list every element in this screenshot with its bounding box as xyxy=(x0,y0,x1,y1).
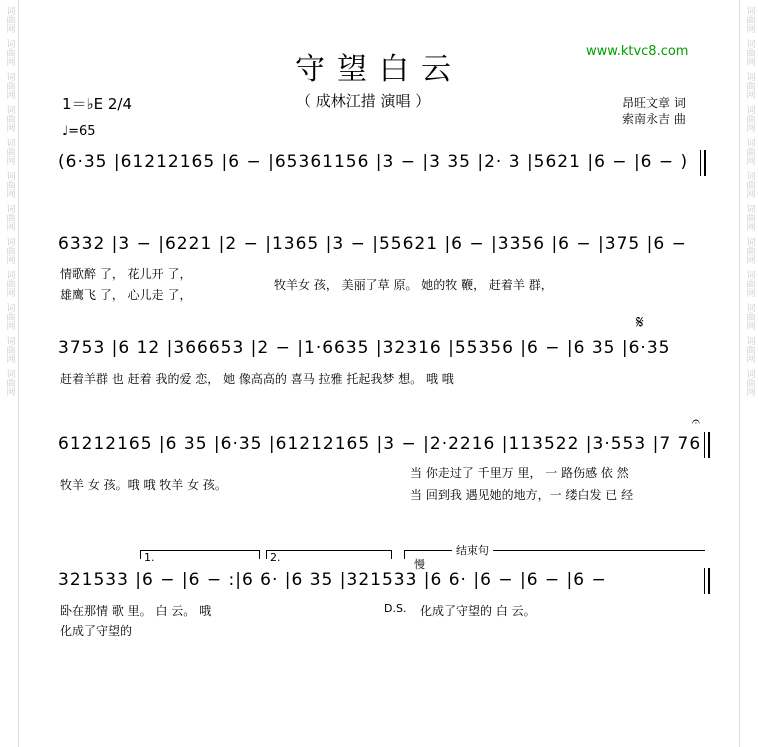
notation-line: 3753 |6 12 |366653 |2 − |1·6635 |32316 |55356 |6 − |6 35 |6·35 xyxy=(58,338,671,358)
key-signature: 1＝♭E 2/4 xyxy=(62,95,133,113)
score-row-2 xyxy=(58,234,704,254)
score-row-4 xyxy=(58,434,704,454)
watermark-text: 词曲网 xyxy=(744,336,755,363)
fermata-sign: 𝄐 xyxy=(692,414,700,430)
volta-bracket-2 xyxy=(266,550,392,559)
lyric-line: 牧羊女 孩， 美丽了草 原。 她的牧 鞭， 赶着羊 群， xyxy=(274,278,553,292)
watermark-text: 词曲网 xyxy=(744,369,755,396)
volta-bracket-1 xyxy=(140,550,260,559)
composer-credit: 索南永吉 曲 xyxy=(622,112,686,126)
dal-segno-mark: D.S. xyxy=(384,602,407,615)
lyric-line: 赶着羊群 也 赶着 我的爱 恋， 她 像高高的 喜马 拉雅 托起我梦 想。 哦 哦 xyxy=(60,372,454,386)
watermark-text: 词曲网 xyxy=(4,303,15,330)
score-row-1 xyxy=(58,152,704,172)
tempo-mark: ♩=65 xyxy=(62,124,96,139)
end-barline xyxy=(700,150,706,176)
watermark-text: 词曲网 xyxy=(4,72,15,99)
watermark-text: 词曲网 xyxy=(744,6,755,33)
score-row-5 xyxy=(58,570,704,590)
lyric-line: 雄鹰飞 了， 心儿走 了， xyxy=(60,288,192,302)
watermark-text: 词曲网 xyxy=(744,303,755,330)
left-watermark-strip xyxy=(0,0,19,747)
double-barline xyxy=(704,432,710,458)
watermark-text: 词曲网 xyxy=(744,39,755,66)
final-barline xyxy=(704,568,710,594)
lyric-line: 当 你走过了 千里万 里， 一 路伤感 依 然 xyxy=(410,466,629,480)
watermark-text: 词曲网 xyxy=(4,336,15,363)
watermark-text: 词曲网 xyxy=(4,237,15,264)
watermark-text: 词曲网 xyxy=(4,204,15,231)
watermark-text: 词曲网 xyxy=(744,138,755,165)
watermark-text: 词曲网 xyxy=(744,237,755,264)
lyric-line: 化成了守望的 白 云。 xyxy=(420,604,536,618)
lyric-line: 化成了守望的 xyxy=(60,624,133,638)
notation-line: (6·35 |61212165 |6 − |65361156 |3 − |3 35 |2· 3 |5621 |6 − |6 − ) xyxy=(58,152,689,172)
volta-label-2: 2. xyxy=(270,551,281,564)
watermark-text: 词曲网 xyxy=(744,270,755,297)
watermark-text: 词曲网 xyxy=(744,171,755,198)
notation-line: 321533 |6 − |6 − :|6 6· |6 35 |321533 |6 6· |6 − |6 − |6 − xyxy=(58,570,607,590)
watermark-text: 词曲网 xyxy=(744,105,755,132)
singer-credit: （ 成林江措 演唱 ） xyxy=(296,92,431,110)
ending-bracket xyxy=(404,550,705,559)
right-watermark-strip xyxy=(739,0,758,747)
volta-label-1: 1. xyxy=(144,551,155,564)
song-title: 守望白云 xyxy=(295,52,463,87)
notation-line: 6332 |3 − |6221 |2 − |1365 |3 − |55621 |6 − |3356 |6 − |375 |6 − xyxy=(58,234,687,254)
watermark-text: 词曲网 xyxy=(4,171,15,198)
lyricist-credit: 昂旺文章 词 xyxy=(622,96,686,110)
ending-label: 结束句 xyxy=(452,542,493,558)
watermark-text: 词曲网 xyxy=(4,105,15,132)
lyric-line: 情歌醉 了， 花儿开 了， xyxy=(60,267,192,281)
watermark-text: 词曲网 xyxy=(4,138,15,165)
notation-line: 61212165 |6 35 |6·35 |61212165 |3 − |2·2216 |113522 |3·553 |7 76 xyxy=(58,434,702,454)
tempo-slow-label: 慢 xyxy=(414,558,425,571)
watermark-text: 词曲网 xyxy=(4,369,15,396)
watermark-text: 词曲网 xyxy=(744,72,755,99)
lyric-line: 牧羊 女 孩。哦 哦 牧羊 女 孩。 xyxy=(60,478,227,492)
segno-sign: 𝄋 xyxy=(636,312,644,333)
watermark-text: 词曲网 xyxy=(4,6,15,33)
score-row-3 xyxy=(58,338,704,358)
watermark-text: 词曲网 xyxy=(4,270,15,297)
watermark-text: 词曲网 xyxy=(4,39,15,66)
watermark-text: 词曲网 xyxy=(744,204,755,231)
lyric-line: 卧在那情 歌 里。 白 云。 哦 xyxy=(60,604,212,618)
lyric-line: 当 回到我 遇见她的地方，一 缕白发 已 经 xyxy=(410,488,634,502)
site-link[interactable]: www.ktvc8.com xyxy=(586,44,689,59)
